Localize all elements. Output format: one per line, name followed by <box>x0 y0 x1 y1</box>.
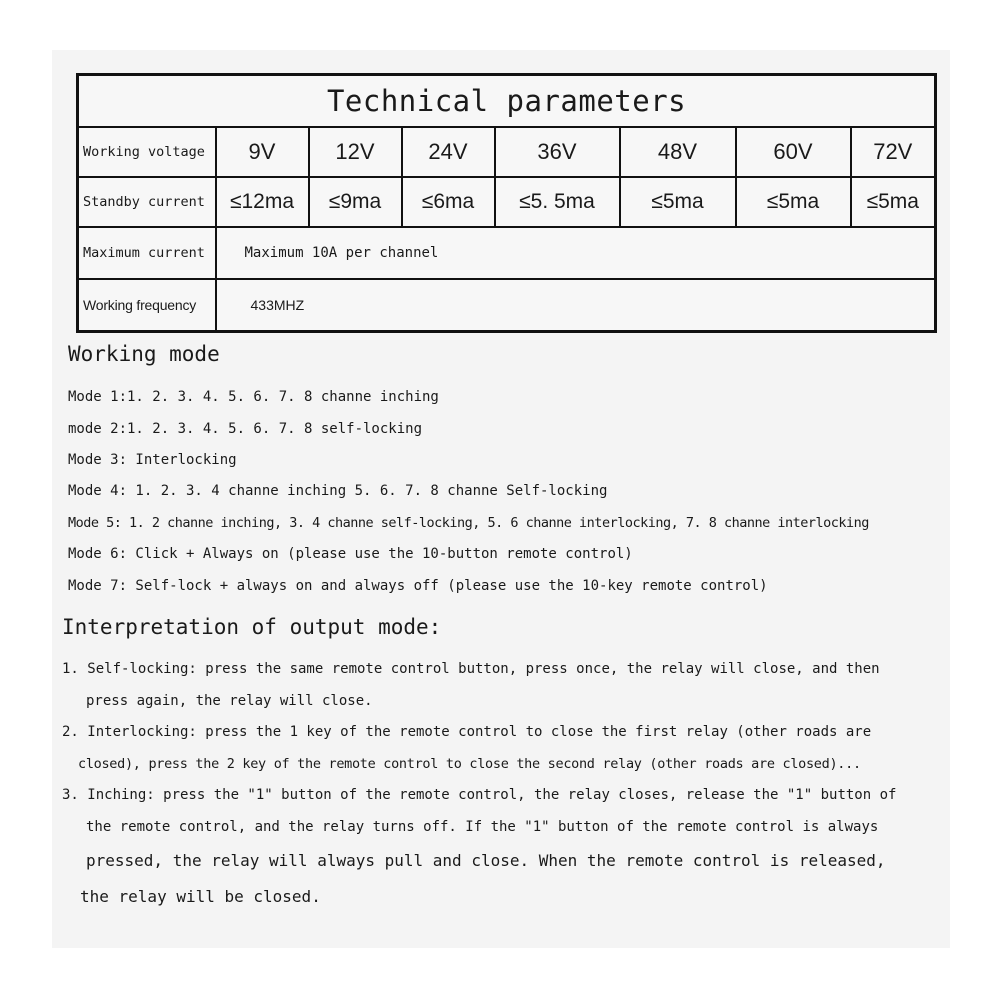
voltage-value: 12V <box>309 127 402 177</box>
interpretation-line: 3. Inching: press the "1" button of the remote control, the relay closes, release the "1" button of <box>62 787 897 803</box>
working-mode-heading: Working mode <box>68 342 220 366</box>
standby-current-value: ≤9ma <box>309 177 402 227</box>
technical-parameters-table <box>76 73 937 333</box>
voltage-value: 24V <box>402 127 495 177</box>
maximum-current-value: Maximum 10A per channel <box>216 227 936 279</box>
interpretation-line: press again, the relay will close. <box>86 693 373 709</box>
mode-item: Mode 5: 1. 2 channe inching, 3. 4 channe self-locking, 5. 6 channe interlocking, 7. 8 channe interlocking <box>68 515 869 531</box>
standby-current-value: ≤6ma <box>402 177 495 227</box>
voltage-value: 72V <box>851 127 936 177</box>
standby-current-value: ≤5. 5ma <box>495 177 620 227</box>
interpretation-heading: Interpretation of output mode: <box>62 615 442 639</box>
interpretation-line: the remote control, and the relay turns off. If the "1" button of the remote control is always <box>86 819 879 835</box>
voltage-value: 48V <box>620 127 736 177</box>
mode-item: Mode 3: Interlocking <box>68 452 237 468</box>
working-voltage-row <box>78 127 936 177</box>
mode-item: mode 2:1. 2. 3. 4. 5. 6. 7. 8 self-locking <box>68 421 423 437</box>
mode-item: Mode 4: 1. 2. 3. 4 channe inching 5. 6. 7. 8 channe Self-locking <box>68 483 608 499</box>
interpretation-line: the relay will be closed. <box>80 887 321 906</box>
working-frequency-row <box>78 279 936 332</box>
maximum-current-row <box>78 227 936 279</box>
voltage-value: 36V <box>495 127 620 177</box>
working-frequency-value: 433MHZ <box>216 279 936 332</box>
standby-current-value: ≤5ma <box>851 177 936 227</box>
mode-item: Mode 1:1. 2. 3. 4. 5. 6. 7. 8 channe inching <box>68 389 439 405</box>
mode-item: Mode 7: Self-lock + always on and always off (please use the 10-key remote control) <box>68 578 768 594</box>
working-voltage-label: Working voltage <box>78 127 216 177</box>
voltage-value: 9V <box>216 127 309 177</box>
mode-item: Mode 6: Click + Always on (please use the 10-button remote control) <box>68 546 633 562</box>
maximum-current-label: Maximum current <box>78 227 216 279</box>
working-frequency-label: Working frequency <box>78 279 216 332</box>
voltage-value: 60V <box>736 127 851 177</box>
standby-current-row <box>78 177 936 227</box>
standby-current-label: Standby current <box>78 177 216 227</box>
interpretation-line: 1. Self-locking: press the same remote control button, press once, the relay will close, and then <box>62 661 880 677</box>
standby-current-value: ≤5ma <box>736 177 851 227</box>
interpretation-line: pressed, the relay will always pull and close. When the remote control is released, <box>86 851 886 870</box>
standby-current-value: ≤5ma <box>620 177 736 227</box>
interpretation-line: 2. Interlocking: press the 1 key of the remote control to close the first relay (other roads are <box>62 724 872 740</box>
standby-current-value: ≤12ma <box>216 177 309 227</box>
table-title: Technical parameters <box>78 75 936 128</box>
interpretation-line: closed), press the 2 key of the remote control to close the second relay (other roads are closed)... <box>78 756 861 772</box>
